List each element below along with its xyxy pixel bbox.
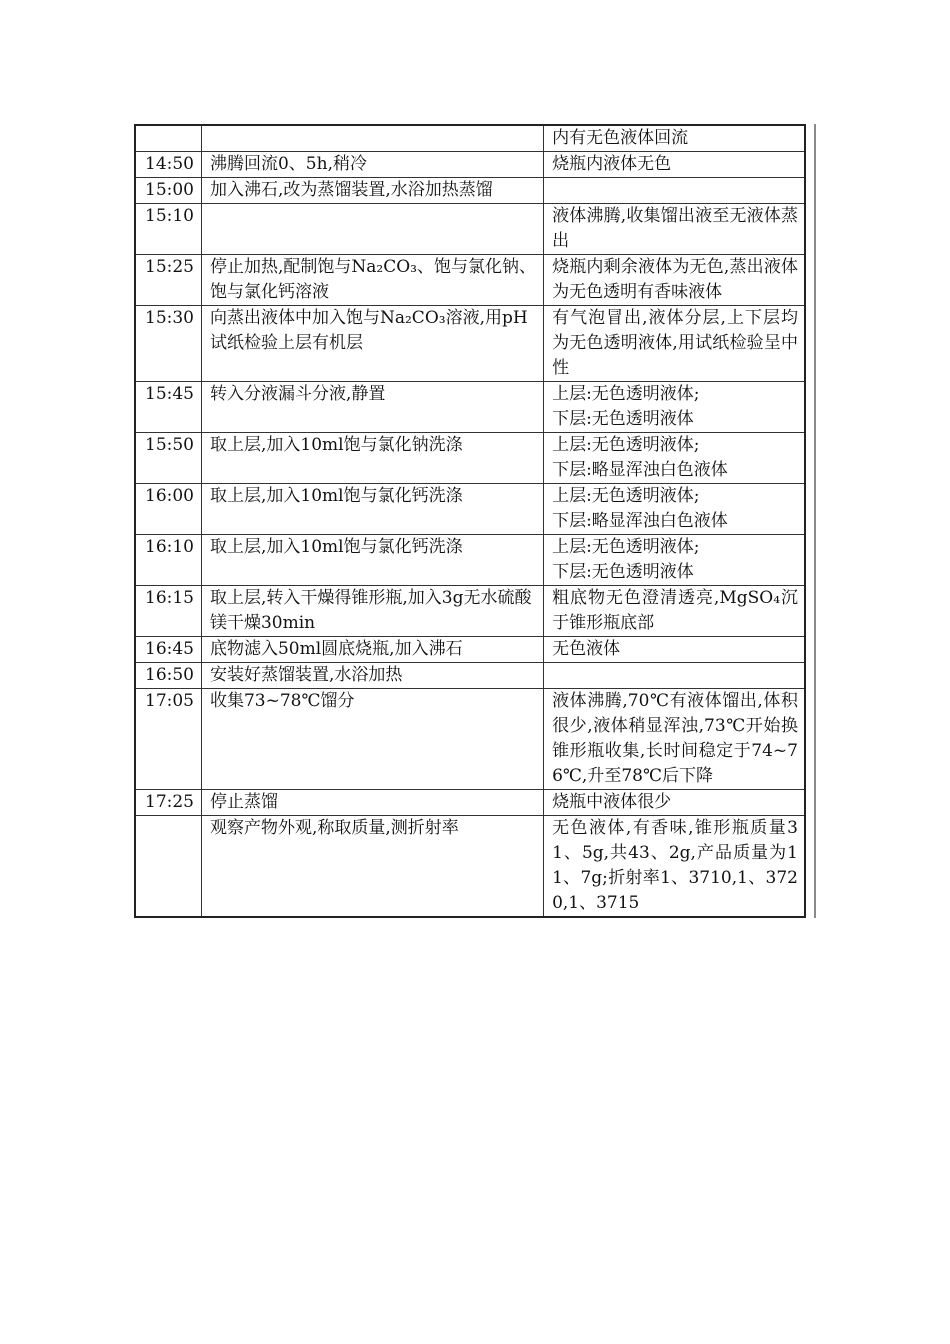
time-cell: 16:00 (135, 484, 201, 535)
action-cell: 收集73~78℃馏分 (201, 689, 543, 790)
time-cell: 16:10 (135, 535, 201, 586)
action-cell: 观察产物外观,称取质量,测折射率 (201, 816, 543, 918)
observation-cell: 烧瓶中液体很少 (544, 790, 805, 816)
observation-cell: 烧瓶内剩余液体为无色,蒸出液体为无色透明有香味液体 (544, 255, 805, 306)
table-row (135, 535, 805, 586)
time-cell: 15:45 (135, 382, 201, 433)
action-cell: 取上层,加入10ml饱与氯化钙洗涤 (201, 484, 543, 535)
action-cell: 取上层,加入10ml饱与氯化钙洗涤 (201, 535, 543, 586)
table-row (135, 433, 805, 484)
time-cell: 15:10 (135, 204, 201, 255)
table-row (135, 255, 805, 306)
action-cell: 沸腾回流0、5h,稍冷 (201, 152, 543, 178)
time-cell: 15:00 (135, 178, 201, 204)
time-cell: 17:25 (135, 790, 201, 816)
action-cell (201, 125, 543, 152)
observation-cell: 上层:无色透明液体; 下层:无色透明液体 (544, 382, 805, 433)
table-row (135, 204, 805, 255)
action-cell: 停止加热,配制饱与Na₂CO₃、饱与氯化钠、饱与氯化钙溶液 (201, 255, 543, 306)
action-cell (201, 204, 543, 255)
time-cell: 16:15 (135, 586, 201, 637)
table-row (135, 790, 805, 816)
observation-cell: 液体沸腾,收集馏出液至无液体蒸出 (544, 204, 805, 255)
observation-cell: 上层:无色透明液体; 下层:略显浑浊白色液体 (544, 433, 805, 484)
action-cell: 向蒸出液体中加入饱与Na₂CO₃溶液,用pH试纸检验上层有机层 (201, 306, 543, 382)
observation-cell: 有气泡冒出,液体分层,上下层均为无色透明液体,用试纸检验呈中性 (544, 306, 805, 382)
observation-cell: 无色液体,有香味,锥形瓶质量31、5g,共43、2g,产品质量为11、7g;折射率1、3710,1、3720,1、3715 (544, 816, 805, 918)
observation-cell: 上层:无色透明液体; 下层:略显浑浊白色液体 (544, 484, 805, 535)
table-row (135, 152, 805, 178)
table-row (135, 125, 805, 152)
observation-cell: 内有无色液体回流 (544, 125, 805, 152)
table-row (135, 689, 805, 790)
observation-cell: 上层:无色透明液体; 下层:无色透明液体 (544, 535, 805, 586)
time-cell: 14:50 (135, 152, 201, 178)
table-row (135, 816, 805, 918)
table-row (135, 663, 805, 689)
time-cell: 15:50 (135, 433, 201, 484)
action-cell: 底物滤入50ml圆底烧瓶,加入沸石 (201, 637, 543, 663)
observation-cell: 液体沸腾,70℃有液体馏出,体积很少,液体稍显浑浊,73℃开始换锥形瓶收集,长时间稳定于74~76℃,升至78℃后下降 (544, 689, 805, 790)
time-cell (135, 816, 201, 918)
time-cell: 16:50 (135, 663, 201, 689)
action-cell: 停止蒸馏 (201, 790, 543, 816)
experiment-log-table-wrapper (134, 124, 816, 918)
experiment-log-table (134, 124, 806, 918)
action-cell: 加入沸石,改为蒸馏装置,水浴加热蒸馏 (201, 178, 543, 204)
table-row (135, 586, 805, 637)
time-cell: 15:25 (135, 255, 201, 306)
time-cell: 17:05 (135, 689, 201, 790)
action-cell: 取上层,转入干燥得锥形瓶,加入3g无水硫酸镁干燥30min (201, 586, 543, 637)
table-row (135, 637, 805, 663)
time-cell: 16:45 (135, 637, 201, 663)
table-row (135, 382, 805, 433)
table-row (135, 178, 805, 204)
table-row (135, 484, 805, 535)
action-cell: 安装好蒸馏装置,水浴加热 (201, 663, 543, 689)
time-cell: 15:30 (135, 306, 201, 382)
observation-cell: 烧瓶内液体无色 (544, 152, 805, 178)
observation-cell: 粗底物无色澄清透亮,MgSO₄沉于锥形瓶底部 (544, 586, 805, 637)
observation-cell (544, 178, 805, 204)
observation-cell (544, 663, 805, 689)
table-row (135, 306, 805, 382)
time-cell (135, 125, 201, 152)
action-cell: 转入分液漏斗分液,静置 (201, 382, 543, 433)
action-cell: 取上层,加入10ml饱与氯化钠洗涤 (201, 433, 543, 484)
observation-cell: 无色液体 (544, 637, 805, 663)
